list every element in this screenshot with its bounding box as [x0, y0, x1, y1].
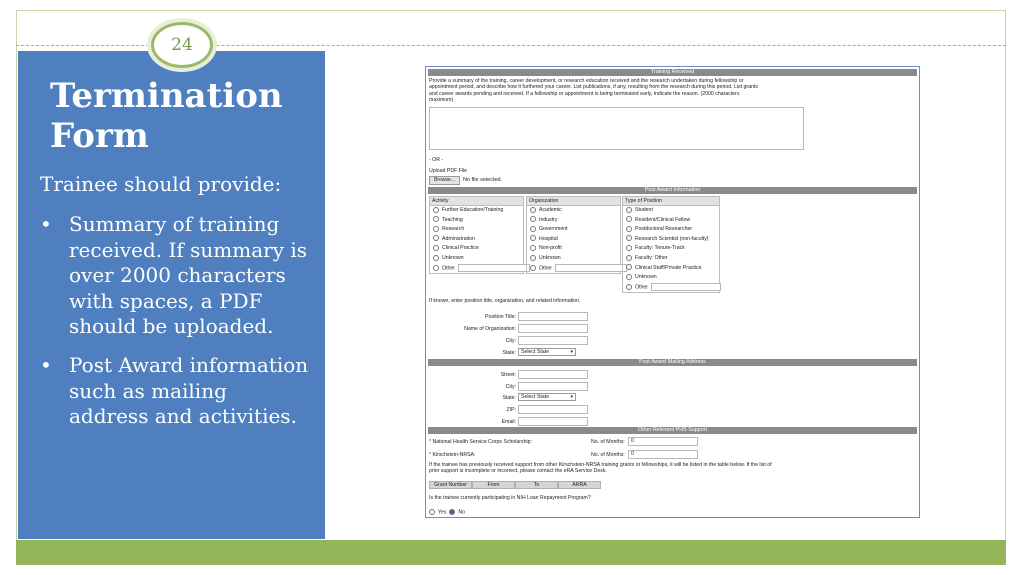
radio-icon[interactable] [626, 245, 632, 251]
position-option[interactable]: Clinical Staff/Private Practice [623, 264, 719, 274]
yes-label: Yes [438, 509, 447, 516]
nrsa-row-label [429, 452, 475, 458]
bullet-text: Summary of training received. If summary is over 2000 characters with spaces, a PDF should be uploaded. [69, 212, 308, 339]
nhsc-row-label [429, 439, 532, 445]
organization-option[interactable]: Industry [527, 216, 620, 226]
termination-form-screenshot [425, 66, 920, 518]
zip-input[interactable] [518, 405, 588, 414]
city-input[interactable] [518, 336, 588, 345]
city-label: City: [505, 338, 516, 344]
phs-support-header: Other Relevant PHS Support [428, 427, 917, 434]
bullet-item [40, 212, 310, 340]
radio-icon[interactable] [530, 207, 536, 213]
state-select[interactable]: Select State ▾ [518, 348, 576, 356]
radio-icon[interactable] [626, 264, 632, 270]
organization-name-input[interactable] [518, 324, 588, 333]
organization-option[interactable]: Non-profit [527, 244, 620, 254]
no-radio[interactable] [449, 509, 455, 515]
city2-input[interactable] [518, 382, 588, 391]
radio-icon[interactable] [626, 284, 632, 290]
or-label: - OR - [429, 157, 444, 163]
radio-icon[interactable] [433, 265, 439, 271]
position-type-header: Type of Position [623, 197, 719, 206]
activity-other-input[interactable] [458, 264, 530, 272]
street-input[interactable] [518, 370, 588, 379]
organization-name-label: Name of Organization: [464, 326, 516, 332]
radio-icon[interactable] [433, 255, 439, 261]
loan-question: Is the trainee currently participating in NIH Loan Repayment Program? [429, 495, 591, 501]
no-label: No [458, 509, 465, 516]
radio-icon[interactable] [626, 216, 632, 222]
organization-header: Organization [527, 197, 620, 206]
no-file-label: No file selected. [463, 177, 503, 183]
radio-icon[interactable] [433, 226, 439, 232]
activity-header: Activity [430, 197, 523, 206]
intro-text: Trainee should provide: [40, 172, 282, 196]
mailing-address-header: Post Award Mailing Address [428, 359, 917, 366]
position-option[interactable]: Research Scientist (non-faculty) [623, 235, 719, 245]
state2-select[interactable]: Select State ▾ [518, 393, 576, 401]
post-award-header: Post Award Information [428, 187, 917, 194]
organization-option[interactable]: Government [527, 225, 620, 235]
city2-label: City: [505, 384, 516, 390]
activity-option[interactable]: Further Education/Training [430, 206, 523, 216]
position-title-label: Position Title: [485, 314, 516, 320]
position-option[interactable]: Postdoctoral Researcher [623, 225, 719, 235]
activity-option[interactable]: Unknown [430, 254, 523, 264]
organization-option[interactable]: Unknown [527, 254, 620, 264]
nrsa-months-label: No. of Months: [591, 452, 625, 458]
position-option[interactable]: Faculty: Other [623, 254, 719, 264]
from-column-header: From [472, 481, 515, 489]
bullet-item [40, 353, 310, 430]
footer-bar [16, 540, 1006, 565]
bullet-dot: • [40, 352, 52, 377]
zip-label: ZIP: [506, 407, 516, 413]
radio-icon[interactable] [530, 216, 536, 222]
bullet-text: Post Award information such as mailing address and activities. [69, 352, 309, 429]
position-option[interactable]: Faculty: Tenure-Track [623, 244, 719, 254]
training-instructions: Provide a summary of the training, career development, or research education received and the research undertaken during fellowship or appointment period, and describe how it furthered your career. List publications, if any, resulting from the research during this period. List grants and career awards pending and received. If a fellowship or appointment is being terminated early, indicate the reason. (2000 characters maximum) [429, 78, 758, 104]
email-label: Email: [501, 419, 516, 425]
radio-icon[interactable] [530, 265, 536, 271]
position-option[interactable]: Student [623, 206, 719, 216]
required-mark: * [429, 452, 432, 458]
activity-option[interactable]: Research [430, 225, 523, 235]
radio-icon[interactable] [530, 255, 536, 261]
nhsc-label: National Health Service Corps Scholarship: [432, 439, 532, 445]
bullet-list [40, 212, 310, 443]
radio-icon[interactable] [626, 274, 632, 280]
required-mark: * [429, 439, 432, 445]
if-known-text: If known, enter position title, organization, and related information. [429, 298, 581, 304]
activity-option-other[interactable]: Other [430, 264, 523, 274]
position-option[interactable]: Resident/Clinical Fellow [623, 216, 719, 226]
radio-icon[interactable] [626, 226, 632, 232]
nhsc-months-input[interactable]: 0 [628, 437, 698, 446]
radio-icon[interactable] [626, 235, 632, 241]
upload-label: Upload PDF File [429, 168, 468, 174]
radio-icon[interactable] [530, 245, 536, 251]
radio-icon[interactable] [433, 245, 439, 251]
training-summary-textarea[interactable] [429, 107, 804, 150]
training-received-header: Training Received [428, 69, 917, 76]
browse-button[interactable]: Browse... [429, 176, 460, 185]
title-line-2: Form [50, 116, 149, 156]
loan-answer-options [429, 509, 465, 515]
radio-icon[interactable] [626, 255, 632, 261]
organization-option[interactable]: Academic [527, 206, 620, 216]
position-option[interactable]: Unknown [623, 273, 719, 283]
nhsc-months-label: No. of Months: [591, 439, 625, 445]
grant-number-column-header: Grant Number [429, 481, 472, 489]
state2-label: State: [502, 395, 516, 401]
organization-other-input[interactable] [555, 264, 627, 272]
activity-column [429, 196, 524, 274]
position-option-other[interactable]: Other [623, 283, 719, 293]
radio-icon[interactable] [433, 216, 439, 222]
radio-icon[interactable] [626, 207, 632, 213]
organization-option-other[interactable]: Other [527, 264, 620, 274]
to-column-header: To [515, 481, 558, 489]
organization-option[interactable]: Hospital [527, 235, 620, 245]
activity-option[interactable]: Clinical Practice [430, 244, 523, 254]
activity-option[interactable]: Teaching [430, 216, 523, 226]
slide-title [50, 76, 310, 156]
email-input[interactable] [518, 417, 588, 426]
prior-support-text: If the trainee has previously received support from other Kirschstein-NRSA training grants or fellowships, it will be listed in the table below. If the list of prior support is incomplete or incorrect, please contact the eRA Service Desk. [429, 462, 772, 475]
yes-radio[interactable] [429, 509, 435, 515]
radio-icon[interactable] [433, 207, 439, 213]
bullet-dot: • [40, 212, 52, 236]
position-type-column [622, 196, 720, 293]
position-title-input[interactable] [518, 312, 588, 321]
title-line-1: Termination [50, 76, 283, 116]
street-label: Street: [500, 372, 516, 378]
radio-icon[interactable] [433, 235, 439, 241]
position-other-input[interactable] [651, 283, 721, 291]
arra-column-header: ARRA [558, 481, 601, 489]
nrsa-months-input[interactable]: 0 [628, 450, 698, 459]
radio-icon[interactable] [530, 235, 536, 241]
activity-option[interactable]: Administration [430, 235, 523, 245]
state-label: State: [502, 350, 516, 356]
organization-column [526, 196, 621, 274]
radio-icon[interactable] [530, 226, 536, 232]
slide-number: 24 [151, 22, 213, 68]
nrsa-label: Kirschstein-NRSA: [432, 452, 476, 458]
